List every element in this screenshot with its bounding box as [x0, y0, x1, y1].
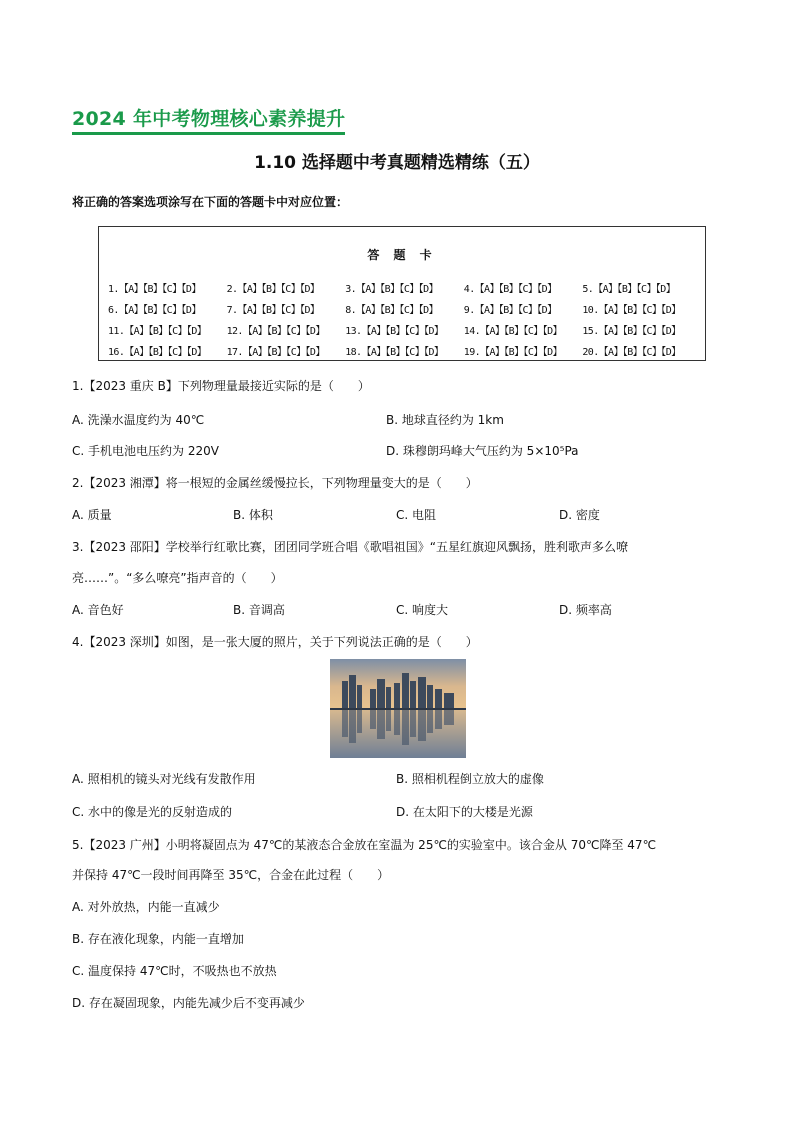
- option-b[interactable]: B. 地球直径约为 1km: [386, 413, 504, 427]
- answer-cell[interactable]: 9.【A】【B】【C】【D】: [463, 305, 557, 316]
- answer-cell[interactable]: 2.【A】【B】【C】【D】: [226, 284, 320, 295]
- question-stem: 5.【2023 广州】小明将凝固点为 47℃的某液态合金放在室温为 25℃的实验室中。该合金从 70℃降至 47℃: [72, 838, 657, 852]
- option-a[interactable]: A. 照相机的镜头对光线有发散作用: [72, 772, 256, 786]
- question-stem: 亮……”。“多么嘹亮”指声音的（ ）: [72, 571, 283, 585]
- option-a[interactable]: A. 音色好: [72, 603, 124, 617]
- answer-cell[interactable]: 16.【A】【B】【C】【D】: [108, 347, 207, 358]
- answer-cell[interactable]: 4.【A】【B】【C】【D】: [463, 284, 557, 295]
- answer-cell[interactable]: 19.【A】【B】【C】【D】: [463, 347, 562, 358]
- option-b[interactable]: B. 音调高: [233, 603, 285, 617]
- answer-cell[interactable]: 12.【A】【B】【C】【D】: [226, 326, 325, 337]
- answer-card-row: [108, 301, 701, 316]
- answer-cell[interactable]: 14.【A】【B】【C】【D】: [463, 326, 562, 337]
- answer-cell[interactable]: 5.【A】【B】【C】【D】: [582, 284, 676, 295]
- option-b[interactable]: B. 体积: [233, 508, 273, 522]
- building-photo: [330, 659, 466, 758]
- option-a[interactable]: A. 质量: [72, 508, 112, 522]
- answer-cell[interactable]: 10.【A】【B】【C】【D】: [582, 305, 681, 316]
- option-c[interactable]: C. 电阻: [396, 508, 437, 522]
- page-title: 1.10 选择题中考真题精选精练（五）: [254, 153, 540, 173]
- answer-card: [98, 226, 706, 361]
- question-stem: 4.【2023 深圳】如图，是一张大厦的照片，关于下列说法正确的是（ ）: [72, 635, 478, 649]
- answer-card-row: [108, 343, 701, 358]
- answer-cell[interactable]: 8.【A】【B】【C】【D】: [345, 305, 438, 316]
- option-d[interactable]: D. 珠穆朗玛峰大气压约为 5×10⁵Pa: [386, 444, 579, 458]
- answer-card-row: [108, 322, 701, 337]
- answer-cell[interactable]: 11.【A】【B】【C】【D】: [108, 326, 207, 337]
- question-stem: 3.【2023 邵阳】学校举行红歌比赛，团团同学班合唱《歌唱祖国》“五星红旗迎风飘扬，胜利歌声多么嘹: [72, 540, 629, 554]
- answer-cell[interactable]: 7.【A】【B】【C】【D】: [226, 305, 320, 316]
- question-stem: 1.【2023 重庆 B】下列物理量最接近实际的是（ ）: [72, 379, 370, 393]
- option-c[interactable]: C. 温度保持 47℃时，不吸热也不放热: [72, 964, 277, 978]
- answer-cell[interactable]: 17.【A】【B】【C】【D】: [226, 347, 325, 358]
- option-d[interactable]: D. 频率高: [559, 603, 612, 617]
- option-a[interactable]: A. 洗澡水温度约为 40℃: [72, 413, 205, 427]
- instruction-text: 将正确的答案选项涂写在下面的答题卡中对应位置：: [72, 195, 349, 209]
- answer-card-title: 答 题 卡: [367, 248, 437, 262]
- answer-cell[interactable]: 3.【A】【B】【C】【D】: [345, 284, 438, 295]
- question-stem: 2.【2023 湘潭】将一根短的金属丝缓慢拉长，下列物理量变大的是（ ）: [72, 476, 478, 490]
- option-b[interactable]: B. 照相机程倒立放大的虚像: [396, 772, 544, 786]
- option-d[interactable]: D. 在太阳下的大楼是光源: [396, 805, 533, 819]
- question-stem: 并保持 47℃一段时间再降至 35℃，合金在此过程（ ）: [72, 868, 390, 882]
- option-b[interactable]: B. 存在液化现象，内能一直增加: [72, 932, 244, 946]
- option-c[interactable]: C. 响度大: [396, 603, 449, 617]
- answer-cell[interactable]: 6.【A】【B】【C】【D】: [108, 305, 201, 316]
- option-c[interactable]: C. 水中的像是光的反射造成的: [72, 805, 233, 819]
- option-d[interactable]: D. 密度: [559, 508, 600, 522]
- option-d[interactable]: D. 存在凝固现象，内能先减少后不变再减少: [72, 996, 305, 1010]
- header-title: 2024 年中考物理核心素养提升: [72, 104, 345, 135]
- answer-card-row: [108, 280, 701, 295]
- option-a[interactable]: A. 对外放热，内能一直减少: [72, 900, 220, 914]
- answer-cell[interactable]: 20.【A】【B】【C】【D】: [582, 347, 681, 358]
- answer-cell[interactable]: 15.【A】【B】【C】【D】: [582, 326, 681, 337]
- answer-cell[interactable]: 1.【A】【B】【C】【D】: [108, 284, 201, 295]
- answer-cell[interactable]: 18.【A】【B】【C】【D】: [345, 347, 444, 358]
- option-c[interactable]: C. 手机电池电压约为 220V: [72, 444, 219, 458]
- answer-cell[interactable]: 13.【A】【B】【C】【D】: [345, 326, 444, 337]
